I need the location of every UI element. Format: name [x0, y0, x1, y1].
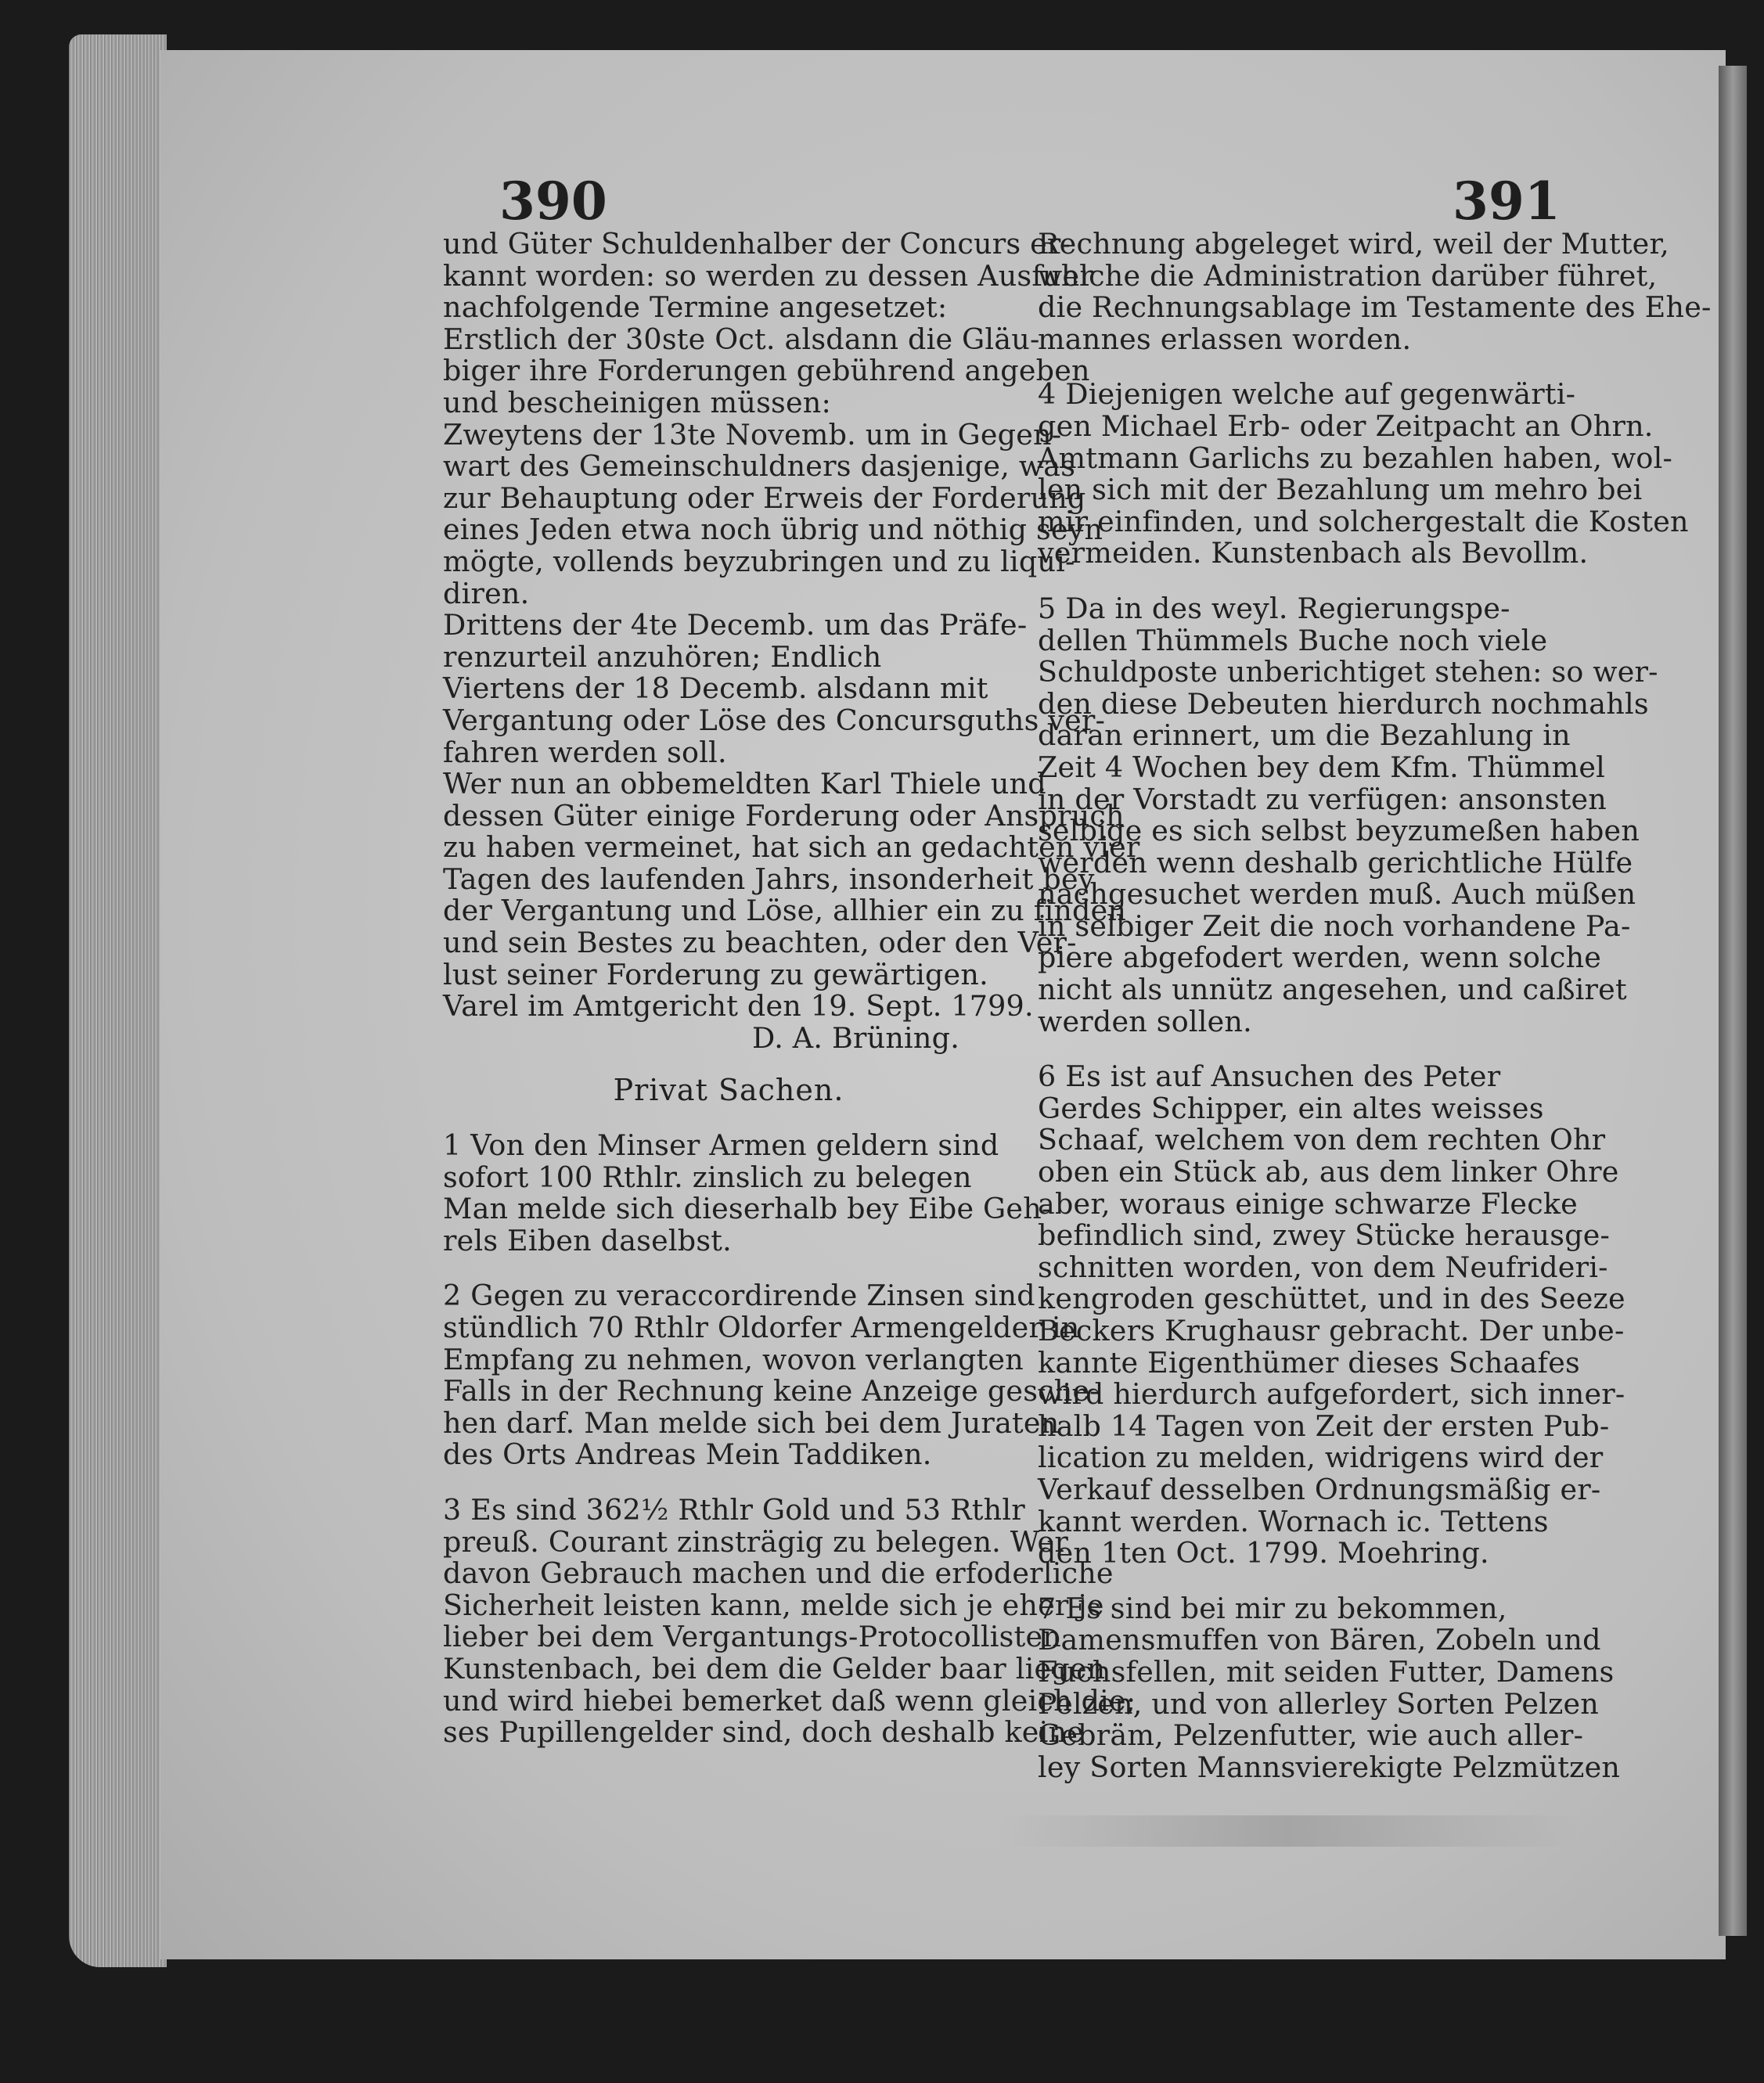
text-line: Wer nun an obbemeldten Karl Thiele und	[443, 767, 1046, 801]
text-line: Vergantung oder Löse des Concursguths ver-	[443, 703, 1106, 737]
text-line: die Rechnungsablage im Testamente des Ehe-	[1038, 290, 1712, 325]
text-line: halb 14 Tagen von Zeit der ersten Pub-	[1038, 1408, 1610, 1443]
text-line: Schuldposte unberichtiget stehen: so wer-	[1038, 655, 1658, 689]
left-continued-notice	[443, 227, 1140, 1024]
text-line: kannt werden. Wornach ic. Tettens	[1038, 1504, 1549, 1538]
text-line: befindlich sind, zwey Stücke herausge-	[1038, 1218, 1611, 1253]
text-line: Beckers Krughausr gebracht. Der unbe-	[1038, 1314, 1625, 1347]
text-line: eines Jeden etwa noch übrig und nöthig seyn	[443, 513, 1103, 547]
text-line: Verkauf desselben Ordnungsmäßig er-	[1038, 1472, 1601, 1506]
signature-bruening: D. A. Brüning.	[752, 1020, 959, 1055]
text-line: welche die Administration darüber führet,	[1038, 258, 1658, 293]
right-page-number: 391	[1453, 171, 1561, 232]
text-line: Fuchsfellen, mit seiden Futter, Damens	[1038, 1654, 1615, 1689]
text-line: schnitten worden, von dem Neufrideri-	[1038, 1250, 1608, 1284]
text-line: zu haben vermeinet, hat sich an gedachten vier	[443, 830, 1140, 865]
notice-item-3-continued	[1038, 227, 1712, 356]
text-line: Amtmann Garlichs zu bezahlen haben, wol-	[1038, 441, 1672, 475]
left-page-column	[443, 227, 1140, 1750]
text-line: nachgesuchet werden muß. Auch müßen	[1038, 877, 1636, 912]
text-line: 3 Es sind 362½ Rthlr Gold und 53 Rthlr	[443, 1492, 1025, 1527]
text-line: vermeiden. Kunstenbach als Bevollm.	[1038, 536, 1589, 570]
text-line: der Vergantung und Löse, allhier ein zu finden	[443, 894, 1127, 928]
text-line: Erstlich der 30ste Oct. alsdann die Gläu-	[443, 322, 1040, 356]
text-line: piere abgefodert werden, wenn solche	[1038, 941, 1602, 975]
text-line: Damensmuffen von Bären, Zobeln und	[1038, 1623, 1601, 1657]
text-line: Varel im Amtgericht den 19. Sept. 1799.	[443, 989, 1034, 1024]
text-line: len sich mit der Bezahlung um mehro bei	[1038, 473, 1643, 507]
notice-item-2	[443, 1279, 1100, 1472]
text-line: Tagen des laufenden Jahrs, insonderheit bey	[443, 862, 1095, 896]
text-line: Zeit 4 Wochen bey dem Kfm. Thümmel	[1038, 750, 1606, 784]
text-line: Schaaf, welchem von dem rechten Ohr	[1038, 1123, 1606, 1157]
text-line: werden sollen.	[1038, 1004, 1252, 1038]
text-line: nicht als unnütz angesehen, und caßiret	[1038, 973, 1627, 1007]
text-line: zur Behauptung oder Erweis der Forderung	[443, 480, 1086, 515]
notice-item-3	[443, 1492, 1136, 1750]
text-line: 2 Gegen zu veraccordirende Zinsen sind	[443, 1279, 1035, 1313]
text-line: dessen Güter einige Forderung oder Anspruch	[443, 798, 1125, 833]
notice-item-4	[1038, 377, 1689, 570]
text-line: Gebräm, Pelzenfutter, wie auch aller-	[1038, 1718, 1584, 1753]
text-line: wird hierdurch aufgefordert, sich inner-	[1038, 1377, 1625, 1412]
text-line: ley Sorten Mannsvierekigte Pelzmützen	[1038, 1750, 1621, 1784]
text-line: hen darf. Man melde sich bei dem Juraten	[443, 1405, 1060, 1440]
text-line: 6 Es ist auf Ansuchen des Peter	[1038, 1059, 1501, 1094]
text-line: ses Pupillengelder sind, doch deshalb keine	[443, 1715, 1084, 1750]
text-line: lication zu melden, widrigens wird der	[1038, 1441, 1604, 1475]
text-line: gen Michael Erb- oder Zeitpacht an Ohrn.	[1038, 408, 1654, 443]
text-line: fahren werden soll.	[443, 735, 727, 769]
text-line: den 1ten Oct. 1799. Moehring.	[1038, 1536, 1489, 1570]
text-line: diren.	[443, 576, 530, 610]
text-line: Kunstenbach, bei dem die Gelder baar liegen	[443, 1651, 1106, 1685]
text-line: dellen Thümmels Buche noch viele	[1038, 623, 1548, 657]
text-line: mögte, vollends beyzubringen und zu liqui-	[443, 544, 1075, 578]
text-line: in selbiger Zeit die noch vorhandene Pa-	[1038, 908, 1631, 943]
text-line: des Orts Andreas Mein Taddiken.	[443, 1437, 932, 1472]
text-line: 1 Von den Minser Armen geldern sind	[443, 1128, 999, 1163]
text-line: davon Gebrauch machen und die erfoderliche	[443, 1556, 1114, 1591]
text-line: selbige es sich selbst beyzumeßen haben	[1038, 814, 1640, 848]
text-line: und sein Bestes zu beachten, oder den Ver-	[443, 926, 1077, 960]
text-line: 5 Da in des weyl. Regierungspe-	[1038, 591, 1510, 625]
text-line: kannte Eigenthümer dieses Schaafes	[1038, 1345, 1580, 1380]
section-heading-privat-sachen: Privat Sachen.	[613, 1073, 844, 1108]
left-page-number: 390	[499, 171, 607, 232]
notice-item-1	[443, 1128, 1052, 1257]
text-line: stündlich 70 Rthlr Oldorfer Armengelder in	[443, 1311, 1080, 1344]
text-line: lust seiner Forderung zu gewärtigen.	[443, 957, 988, 991]
notice-item-7	[1038, 1591, 1621, 1784]
text-line: und Güter Schuldenhalber der Concurs er-	[443, 227, 1071, 261]
text-line: renzurteil anzuhören; Endlich	[443, 639, 882, 674]
text-line: daran erinnert, um die Bezahlung in	[1038, 718, 1571, 753]
text-line: lieber bei dem Vergantungs-Protocollisten	[443, 1620, 1061, 1654]
text-line: wart des Gemeinschuldners dasjenige, was	[443, 449, 1076, 484]
text-line: Gerdes Schipper, ein altes weisses	[1038, 1091, 1544, 1125]
text-line: Empfang zu nehmen, wovon verlangten	[443, 1342, 1024, 1376]
show-through-smudge	[999, 1815, 1578, 1847]
text-line: den diese Debeuten hierdurch nochmahls	[1038, 686, 1649, 721]
text-line: und wird hiebei bemerket daß wenn gleich die;	[443, 1683, 1136, 1718]
book-page-edges	[69, 34, 167, 1967]
text-line: rels Eiben daselbst.	[443, 1223, 732, 1257]
text-line: in der Vorstadt zu verfügen: ansonsten	[1038, 782, 1607, 816]
text-line: mannes erlassen worden.	[1038, 322, 1412, 356]
notice-item-6	[1038, 1059, 1625, 1570]
text-line: Drittens der 4te Decemb. um das Präfe-	[443, 608, 1028, 642]
text-line: kengroden geschüttet, und in des Seeze	[1038, 1282, 1625, 1316]
text-line: biger ihre Forderungen gebührend angeben	[443, 354, 1090, 388]
right-page-column	[1038, 227, 1712, 1784]
text-line: mir einfinden, und solchergestalt die Kosten	[1038, 504, 1689, 538]
text-line: Falls in der Rechnung keine Anzeige gesche-	[443, 1374, 1100, 1408]
text-line: und bescheinigen müssen:	[443, 385, 831, 419]
notice-item-5	[1038, 591, 1658, 1038]
text-line: Man melde sich dieserhalb bey Eibe Geh-	[443, 1192, 1052, 1226]
text-line: preuß. Courant zinsträgig zu belegen. Wer	[443, 1524, 1068, 1559]
text-line: Pelzen, und von allerley Sorten Pelzen	[1038, 1686, 1600, 1721]
text-line: Rechnung abgeleget wird, weil der Mutter,	[1038, 227, 1669, 261]
text-line: werden wenn deshalb gerichtliche Hülfe	[1038, 845, 1633, 880]
text-line: 4 Diejenigen welche auf gegenwärti-	[1038, 377, 1576, 412]
text-line: oben ein Stück ab, aus dem linker Ohre	[1038, 1155, 1619, 1189]
text-line: 7 Es sind bei mir zu bekommen,	[1038, 1591, 1507, 1625]
text-line: nachfolgende Termine angesetzet:	[443, 290, 948, 325]
text-line: kannt worden: so werden zu dessen Ausfuhr	[443, 258, 1094, 293]
text-line: Zweytens der 13te Novemb. um in Gegen-	[443, 417, 1062, 451]
book-gutter	[1719, 66, 1747, 1936]
text-line: Viertens der 18 Decemb. alsdann mit	[443, 671, 988, 706]
text-line: Sicherheit leisten kann, melde sich je eher je	[443, 1588, 1104, 1622]
text-line: aber, woraus einige schwarze Flecke	[1038, 1186, 1578, 1221]
text-line: sofort 100 Rthlr. zinslich zu belegen	[443, 1160, 972, 1194]
